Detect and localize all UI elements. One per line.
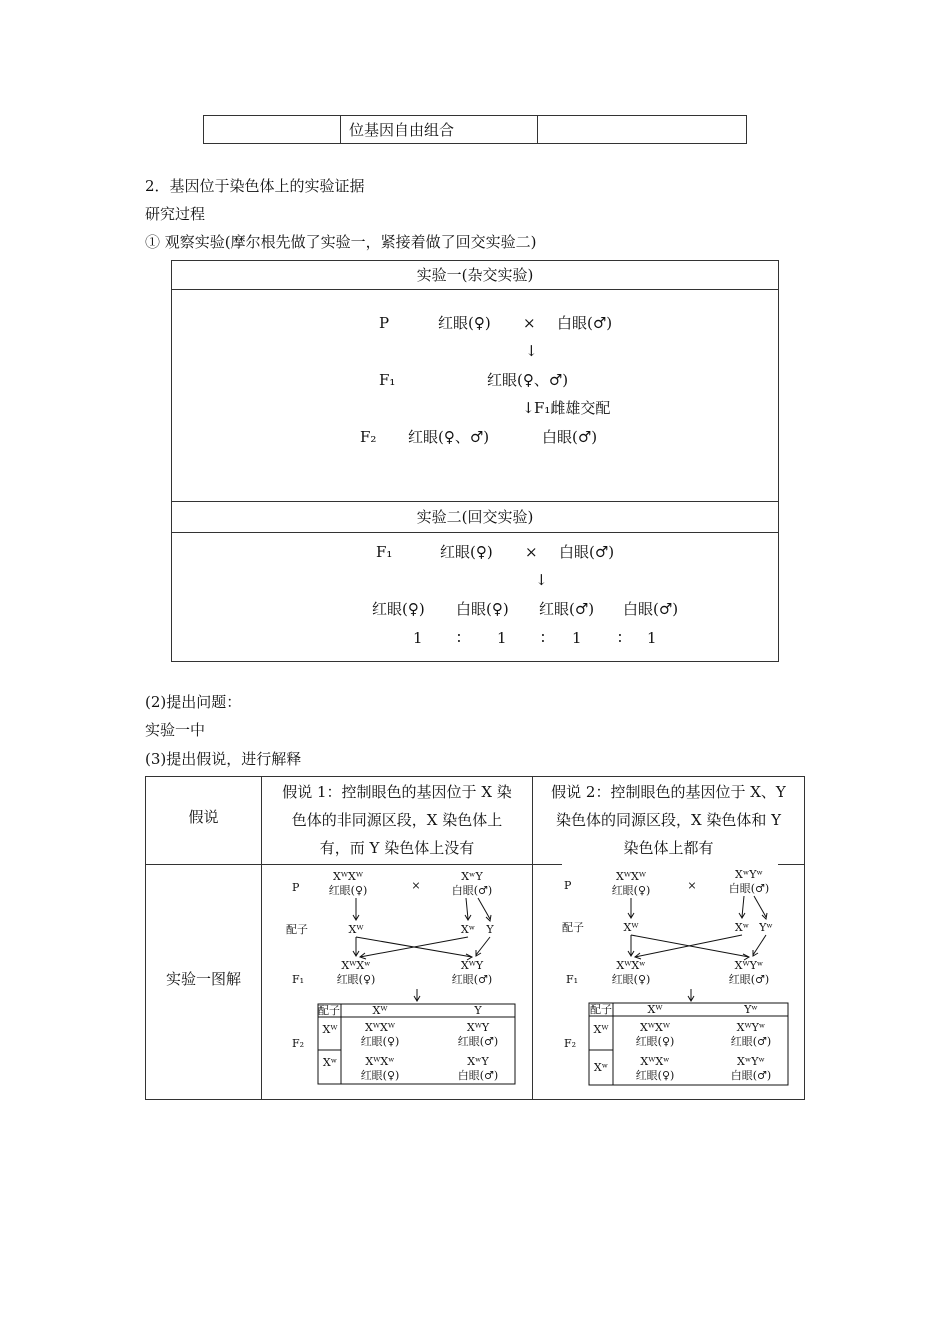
d2-p-label: P [564, 879, 572, 892]
d1-f1-female-geno: XᵂXʷ [341, 959, 371, 972]
d2-f2-label: F₂ [564, 1037, 577, 1050]
hypothesis-1-line: 有，而 Y 染色体上没有 [319, 839, 475, 857]
top-cell-1 [204, 116, 341, 144]
d1-c21-pheno: 红眼(♀) [360, 1069, 400, 1082]
exp2-offspring-4: 白眼(♂) [623, 600, 679, 618]
d2-p-female-pheno: 红眼(♀) [611, 884, 651, 897]
d2-f1-male-pheno: 红眼(♂) [728, 973, 770, 986]
d2-f1-female-geno: XᵂXʷ [616, 959, 646, 972]
exp1-f2-red: 红眼(♀、♂) [408, 428, 490, 446]
d2-grid-row1: Xᵂ [593, 1023, 609, 1036]
d1-f1-label: F₁ [292, 973, 305, 986]
exp2-ratio-3: 1 [572, 629, 582, 647]
d1-g-male1: Xʷ [460, 923, 476, 936]
research-process: 研究过程 [145, 205, 206, 223]
hypothesis-col-header: 假说 [188, 808, 219, 826]
exp1-p-label: P [379, 314, 390, 332]
d1-gamete-label: 配子 [286, 923, 308, 936]
exp1-f2-label: F₂ [360, 428, 377, 446]
d1-p-label: P [292, 881, 300, 894]
exp2-offspring-2: 白眼(♀) [456, 600, 509, 618]
d2-c12-geno: XᵂYʷ [736, 1021, 766, 1034]
exp1-f1-label: F₁ [379, 371, 396, 389]
d2-c21-pheno: 红眼(♀) [635, 1069, 675, 1082]
d1-c22-geno: XʷY [467, 1055, 489, 1068]
hypothesis-1-diagram [276, 867, 526, 1089]
d1-c12-geno: XᵂY [466, 1021, 490, 1034]
down-arrow-icon: ↓ [522, 399, 535, 417]
d2-c12-pheno: 红眼(♂) [730, 1035, 772, 1048]
d2-p-male-pheno: 白眼(♂) [728, 882, 770, 895]
d2-grid-col1: Xᵂ [647, 1003, 663, 1016]
d1-f1-female-pheno: 红眼(♀) [336, 973, 376, 986]
d2-p-male-geno: XʷYʷ [735, 868, 763, 881]
experiment-1-diagram-label: 实验一图解 [165, 970, 241, 988]
exp2-ratio-2: 1 [497, 629, 507, 647]
exp1-cross: × [523, 314, 536, 332]
d2-g-male2: Yʷ [759, 921, 773, 934]
exp2-offspring-1: 红眼(♀) [372, 600, 425, 618]
exp2-cross: × [525, 543, 538, 561]
d2-c11-geno: XᵂXᵂ [640, 1021, 670, 1034]
section2-title: 2．基因位于染色体上的实验证据 [145, 177, 365, 195]
d1-grid-row1: Xᵂ [322, 1023, 338, 1036]
top-cell-3 [538, 116, 747, 144]
d2-f1-label: F₁ [566, 973, 579, 986]
exp1-f2-white: 白眼(♂) [542, 428, 598, 446]
experiment-1-in: 实验一中 [145, 721, 206, 739]
exp2-offspring-3: 红眼(♂) [539, 600, 595, 618]
exp2-ratio-1: 1 [413, 629, 423, 647]
d1-c22-pheno: 白眼(♂) [457, 1069, 499, 1082]
d1-p-female-pheno: 红眼(♀) [328, 884, 368, 897]
divider [778, 864, 804, 865]
d2-grid-row2: Xʷ [593, 1061, 609, 1074]
d2-g-female: Xᵂ [623, 921, 639, 934]
d2-c11-pheno: 红眼(♀) [635, 1035, 675, 1048]
d2-f1-female-pheno: 红眼(♀) [611, 973, 651, 986]
d1-grid-col2: Y [474, 1004, 482, 1017]
d2-grid-col2: Yʷ [744, 1003, 758, 1016]
hypothesis-2-line: 染色体上都有 [623, 839, 714, 857]
hypothesis-2-diagram [546, 867, 796, 1089]
d2-f1-male-geno: XᵂYʷ [734, 959, 764, 972]
d1-c12-pheno: 红眼(♂) [457, 1035, 499, 1048]
d1-g-male2: Y [486, 923, 494, 936]
d1-grid-col1: Xᵂ [372, 1004, 388, 1017]
d1-c21-geno: XᵂXʷ [365, 1055, 395, 1068]
d1-grid-corner: 配子 [318, 1004, 340, 1017]
d1-f1-male-geno: XᵂY [460, 959, 484, 972]
d1-c11-pheno: 红眼(♀) [360, 1035, 400, 1048]
d1-f1-male-pheno: 红眼(♂) [451, 973, 493, 986]
exp2-f1-label: F₁ [376, 543, 393, 561]
observe-experiment: ① 观察实验(摩尔根先做了实验一，紧接着做了回交实验二) [145, 233, 537, 251]
experiment-2-header: 实验二(回交实验) [172, 502, 778, 533]
exp1-p-female: 红眼(♀) [438, 314, 491, 332]
d2-p-female-geno: XᵂXᵂ [616, 870, 646, 883]
hypothesis-1-line: 假说 1：控制眼色的基因位于 X 染 [282, 783, 512, 801]
d1-cross: × [411, 879, 421, 892]
d2-punnett-grid [589, 1003, 788, 1085]
down-arrow-icon: ↓ [535, 571, 548, 589]
d1-p-female-geno: XᵂXᵂ [333, 870, 363, 883]
exp2-ratio-sep-1: ∶ [457, 629, 461, 647]
experiment-2-box [171, 501, 779, 662]
experiment-1-box [171, 260, 779, 502]
hypothesis-table [145, 776, 805, 1100]
exp2-female: 红眼(♀) [440, 543, 493, 561]
d1-f2-label: F₂ [292, 1037, 305, 1050]
hypothesis-2 [533, 778, 804, 862]
hypothesis-2-line: 假说 2：控制眼色的基因位于 X、Y [551, 783, 786, 801]
hypothesis-1-line: 色体的非同源区段，X 染色体上 [291, 811, 503, 829]
d2-grid-corner: 配子 [590, 1003, 612, 1016]
exp1-f1-result: 红眼(♀、♂) [487, 371, 569, 389]
d1-g-female: Xᵂ [348, 923, 364, 936]
exp2-ratio-sep-2: ∶ [541, 629, 545, 647]
hypothesis-1 [262, 778, 532, 862]
d2-c21-geno: XᵂXʷ [640, 1055, 670, 1068]
d1-c11-geno: XᵂXᵂ [365, 1021, 395, 1034]
d2-gamete-label: 配子 [562, 921, 584, 934]
exp2-male: 白眼(♂) [559, 543, 615, 561]
top-table-fragment [203, 115, 747, 144]
divider [146, 864, 562, 865]
d2-c22-pheno: 白眼(♂) [730, 1069, 772, 1082]
d2-c22-geno: XʷYʷ [737, 1055, 765, 1068]
d1-p-male-pheno: 白眼(♂) [451, 884, 493, 897]
propose-hypothesis: (3)提出假说，进行解释 [145, 750, 302, 768]
d1-punnett-grid [318, 1004, 515, 1084]
raise-question: (2)提出问题： [145, 693, 242, 711]
exp2-ratio-sep-3: ∶ [618, 629, 622, 647]
d2-g-male1: Xʷ [734, 921, 750, 934]
down-arrow-icon: ↓ [525, 342, 538, 360]
d2-cross: × [687, 879, 697, 892]
exp2-ratio-4: 1 [647, 629, 657, 647]
d1-p-male-geno: XʷY [461, 870, 483, 883]
top-cell-2: 位基因自由组合 [341, 116, 538, 144]
experiment-1-header: 实验一(杂交实验) [172, 261, 778, 290]
exp1-f1-cross: F₁雌雄交配 [534, 399, 611, 417]
hypothesis-2-line: 染色体的同源区段，X 染色体和 Y [555, 811, 782, 829]
d1-grid-row2: Xʷ [322, 1056, 338, 1069]
exp1-p-male: 白眼(♂) [557, 314, 613, 332]
